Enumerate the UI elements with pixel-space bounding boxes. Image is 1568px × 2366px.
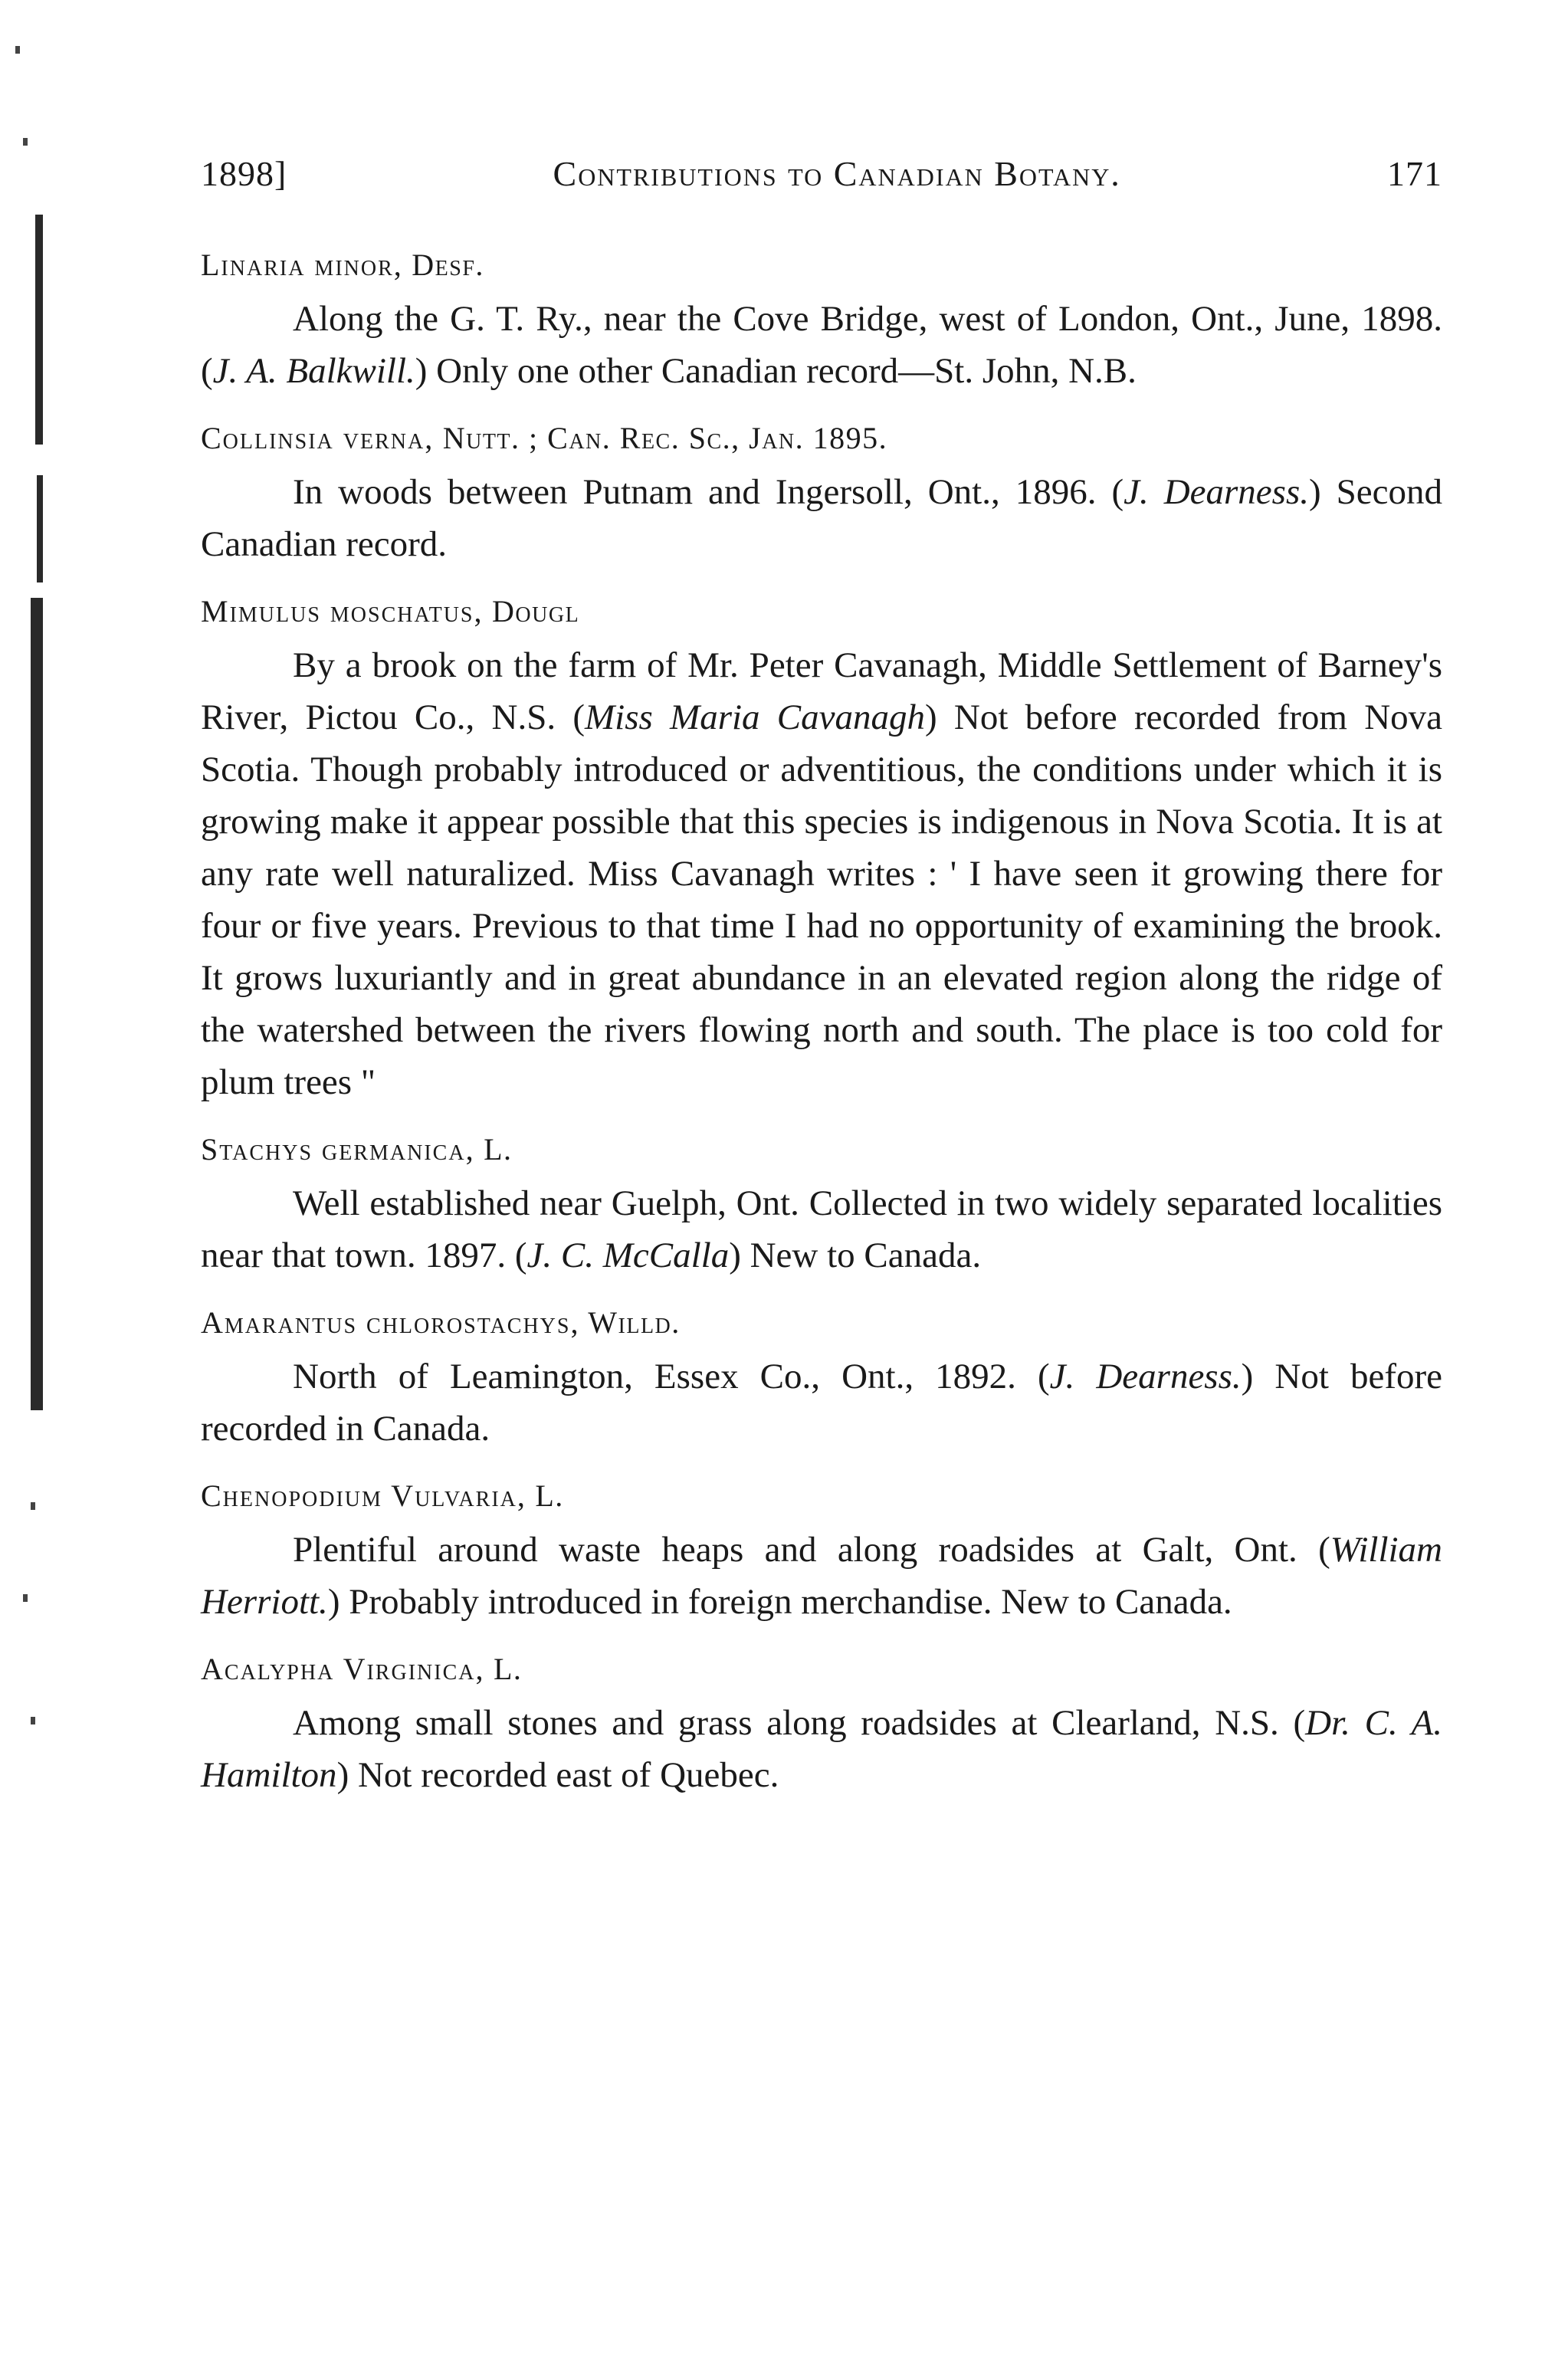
entry-text-part: ) Not before recorded in Canada. <box>201 1357 1442 1449</box>
species-authority: L. <box>493 1652 523 1686</box>
collector-name: J. C. McCalla <box>526 1236 730 1275</box>
species-entry <box>201 414 1442 570</box>
scan-speck <box>23 138 28 146</box>
entry-text <box>201 639 1442 1108</box>
collector-name: Dr. C. A. Hamilton <box>201 1703 1443 1795</box>
entry-text-part: North of Leamington, Essex Co., Ont., 1892. ( <box>293 1357 1050 1396</box>
entry-text-part: ) Not before recorded from Nova Scotia. Though probably introduced or adventitious, the conditions under which it is growing make it appear possible that this species is indigenous in Nova Scotia. It is at any rate well naturalized. Miss Cavanagh writes : ' I have seen it growing there for four or five years. Previous to that time I had no opportunity of examining the brook. It grows luxuriantly and in great abundance in an elevated region along the ridge of the watershed between the rivers flowing north and south. The place is too cold for plum trees " <box>201 697 1443 1102</box>
species-authority: Desf. <box>412 248 484 282</box>
species-name: Mimulus moschatus, <box>201 594 484 628</box>
species-heading <box>201 1125 1442 1174</box>
binding-shadow <box>35 215 43 445</box>
entry-text <box>201 1350 1442 1455</box>
entry-text <box>201 1177 1442 1281</box>
binding-shadow <box>37 475 43 582</box>
page-number: 171 <box>1387 154 1442 193</box>
species-heading <box>201 1298 1442 1347</box>
species-entry <box>201 1125 1442 1281</box>
entry-text-part: ) Second Canadian record. <box>201 472 1442 564</box>
species-name: Amarantus chlorostachys, <box>201 1305 580 1340</box>
species-authority: L. <box>535 1478 564 1513</box>
running-head <box>201 153 1442 207</box>
collector-name: J. Dearness. <box>1049 1357 1242 1396</box>
species-name: Linaria minor, <box>201 248 403 282</box>
entry-text-part: ) Only one other Canadian record—St. John, N.B. <box>415 351 1137 391</box>
species-entry <box>201 1472 1442 1628</box>
species-name: Stachys germanica, <box>201 1132 475 1167</box>
collector-name: J. Dearness. <box>1124 472 1309 512</box>
entry-text-part: Well established near Guelph, Ont. Collected in two widely separated localities near that town. 1897. ( <box>201 1183 1442 1275</box>
book-page <box>201 153 1442 1818</box>
entry-text-part: ) Not recorded east of Quebec. <box>336 1755 779 1795</box>
header-title: Contributions to Canadian Botany. <box>553 154 1121 193</box>
species-authority: L. <box>484 1132 513 1167</box>
species-entry <box>201 1298 1442 1455</box>
scanned-binding-edge <box>0 46 54 1809</box>
entry-text-part: Among small stones and grass along roadsides at Clearland, N.S. ( <box>293 1703 1306 1743</box>
collector-name: Miss Maria Cavanagh <box>585 697 926 737</box>
species-heading <box>201 1645 1442 1694</box>
scan-speck <box>23 1594 28 1602</box>
species-name: Collinsia verna, <box>201 421 435 455</box>
entry-text <box>201 1524 1442 1628</box>
species-authority: Dougl <box>492 594 580 628</box>
scan-speck <box>31 1717 35 1724</box>
entry-text-part: Along the G. T. Ry., near the Cove Bridge, west of London, Ont., June, 1898. ( <box>201 299 1442 391</box>
species-heading <box>201 587 1442 636</box>
entry-text <box>201 293 1442 397</box>
entry-text-part: In woods between Putnam and Ingersoll, Ont., 1896. ( <box>293 472 1124 512</box>
entry-text-part: Plentiful around waste heaps and along roadsides at Galt, Ont. ( <box>293 1530 1330 1570</box>
scan-speck <box>15 46 20 54</box>
species-heading <box>201 1472 1442 1521</box>
entry-text-part: By a brook on the farm of Mr. Peter Cavanagh, Middle Settlement of Barney's River, Pictou Co., N.S. ( <box>201 645 1442 737</box>
scan-speck <box>31 1502 35 1510</box>
header-year: 1898] <box>201 154 287 193</box>
entry-text-part: ) Probably introduced in foreign merchandise. New to Canada. <box>327 1582 1232 1622</box>
species-authority: Willd. <box>588 1305 681 1340</box>
binding-shadow <box>31 598 43 1410</box>
entry-text-part: ) New to Canada. <box>729 1236 982 1275</box>
species-entry <box>201 241 1442 397</box>
species-authority: Nutt. ; Can. Rec. Sc., Jan. 1895. <box>442 421 888 455</box>
species-entry <box>201 587 1442 1108</box>
species-entry <box>201 1645 1442 1801</box>
collector-name: William Herriott. <box>201 1530 1442 1622</box>
species-heading <box>201 241 1442 290</box>
species-name: Acalypha Virginica, <box>201 1652 485 1686</box>
species-heading <box>201 414 1442 463</box>
entry-text <box>201 1697 1442 1801</box>
species-name: Chenopodium Vulvaria, <box>201 1478 526 1513</box>
entry-text <box>201 466 1442 570</box>
collector-name: J. A. Balkwill. <box>212 351 415 391</box>
